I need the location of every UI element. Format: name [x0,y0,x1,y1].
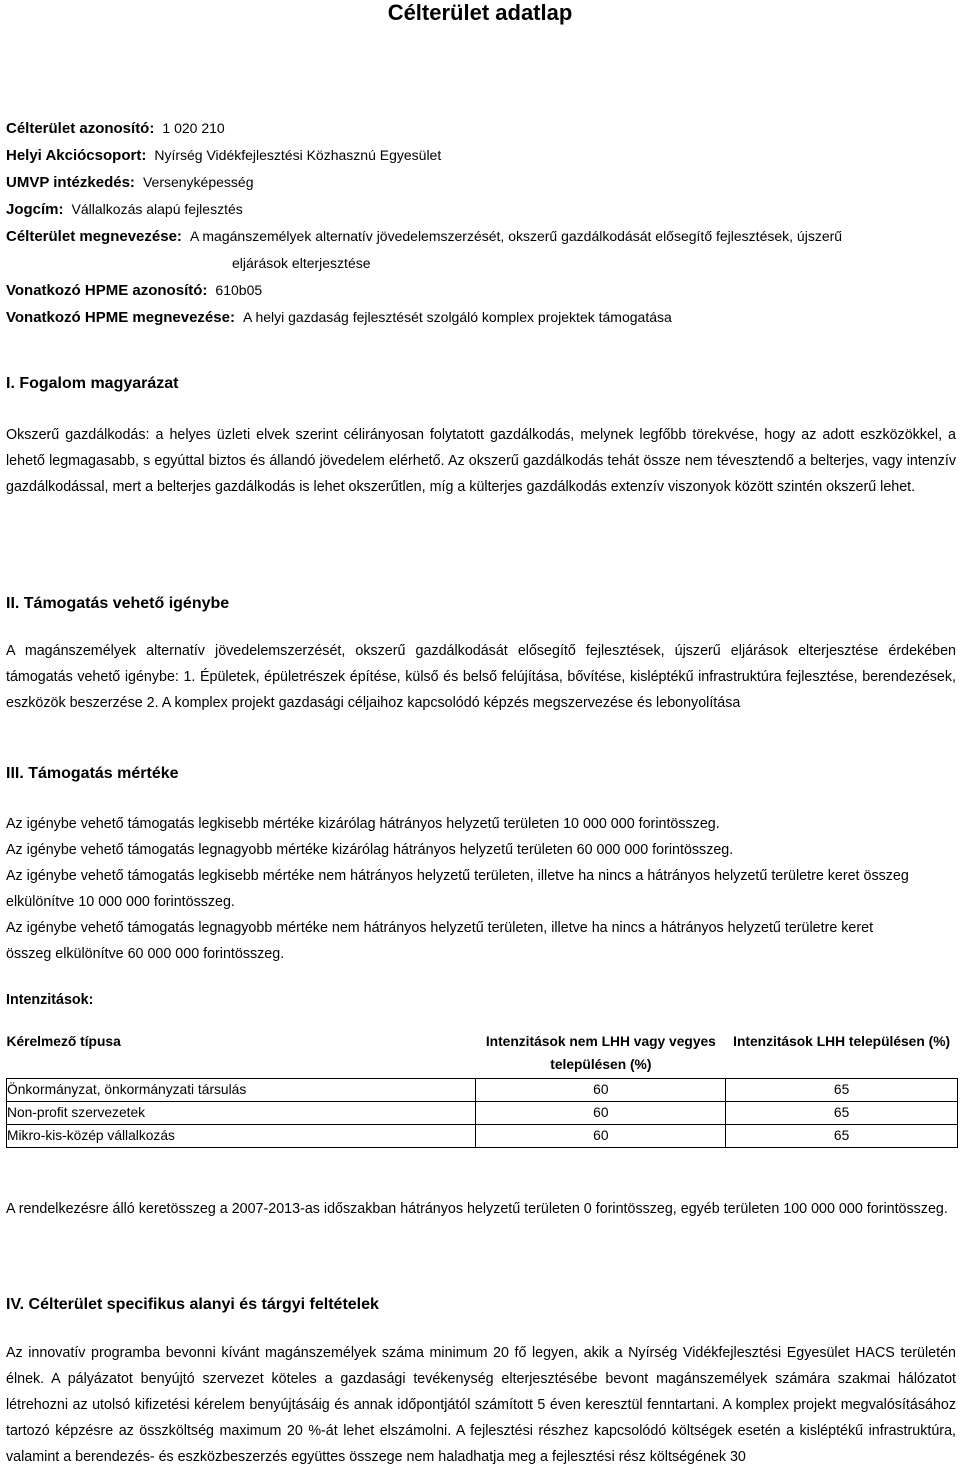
table-row [7,1102,958,1125]
table-cell: 60 [476,1079,726,1102]
table-header: Intenzitások LHH településen (%) [733,1034,951,1049]
meta-row-hpme-megn [6,304,956,331]
hpme-az-value: 610b05 [215,282,263,298]
megnevezes-value-line2: eljárások elterjesztése [232,255,371,271]
intensity-table [6,1030,958,1148]
table-header: Intenzitások nem LHH vagy vegyes településen (%) [485,1034,716,1072]
meta-row-megnevezes [6,223,956,250]
table-cell: 65 [726,1125,958,1148]
section-mertek [6,761,956,1013]
hpme-megn-label: Vonatkozó HPME megnevezése: [6,309,235,326]
section-heading: IV. Célterület specifikus alanyi és tárgyi feltételek [6,1296,379,1313]
section-tamogatas [6,591,956,716]
hacs-value: Nyírség Vidékfejlesztési Közhasznú Egyesület [154,147,442,163]
hpme-az-label: Vonatkozó HPME azonosító: [6,282,208,299]
section-feltetelek [6,1292,956,1470]
meta-row-jogcim [6,196,956,223]
megnevezes-label: Célterület megnevezése: [6,228,182,245]
section-heading: II. Támogatás vehető igénybe [6,595,230,612]
metadata-block [6,115,956,331]
umvp-label: UMVP intézkedés: [6,174,135,191]
azonosito-value: 1 020 210 [162,120,225,136]
section-text: A magánszemélyek alternatív jövedelemszerzését, okszerű gazdálkodását elősegítő fejlesztések, újszerű eljárások elterjesztése érdekében támogatás vehető igénybe: 1. Épületek, épületrészek építése, külső és belső felújítása, bővítése, kisléptékű infrastruktúra fejlesztése, berendezések, eszközök beszerzése 2. A komplex projekt gazdasági céljaihoz kapcsolódó képzés megszervezése és lebonyolítása [6,643,956,711]
mertek-line: Az igénybe vehető támogatás legnagyobb mértéke kizárólag hátrányos helyzetű területen 60 000 000 forintösszeg. [6,842,734,858]
meta-row-umvp [6,169,956,196]
table-cell: Mikro-kis-közép vállalkozás [7,1125,476,1148]
section-text: Az innovatív programba bevonni kívánt magánszemélyek száma minimum 20 fő legyen, akik a Nyírség Vidékfejlesztési Egyesület HACS területén élnek. A pályázatot benyújtó szervezet köteles a gazdasági tevékenység elterjesztésébe bevont magánszemélyek számára szakmai hálózatot létrehozni az utolsó kifizetési kérelem benyújtásáig és annak időpontjától számított 5 éven keresztül fenntartani. A komplex projekt megvalósításához tartozó képzésre az összköltség maximum 20 %-át lehet elszámolni. A fejlesztési részhez kapcsolódó költségek esetén a kisléptékű infrastruktúra, valamint a berendezés- és eszközbeszerzés együttes összege nem haladhatja meg a fejlesztési rész költségének 30 [6,1345,956,1465]
mertek-line: Az igénybe vehető támogatás legnagyobb mértéke nem hátrányos helyzetű területen, illetve ha nincs a hátrányos helyzetű területre keret [6,920,874,936]
mertek-line: elkülönítve 10 000 000 forintösszeg. [6,894,235,910]
section-fogalom [6,371,956,500]
table-cell: 65 [726,1079,958,1102]
section-keret [6,1196,956,1222]
table-header: Kérelmező típusa [6,1034,121,1049]
mertek-line: Az igénybe vehető támogatás legkisebb mértéke kizárólag hátrányos helyzetű területen 10 000 000 forintösszeg. [6,816,720,832]
meta-row-azonosito [6,115,956,142]
intensity-title: Intenzitások: [6,992,94,1008]
table-cell: Önkormányzat, önkormányzati társulás [7,1079,476,1102]
table-cell: Non-profit szervezetek [7,1102,476,1125]
table-cell: 60 [476,1125,726,1148]
meta-row-hacs [6,142,956,169]
table-row [7,1125,958,1148]
mertek-line: összeg elkülönítve 60 000 000 forintösszeg. [6,946,285,962]
table-cell: 65 [726,1102,958,1125]
jogcim-label: Jogcím: [6,201,64,218]
table-cell: 60 [476,1102,726,1125]
keret-text: A rendelkezésre álló keretösszeg a 2007-2013-as időszakban hátrányos helyzetű területen 0 forintösszeg, egyéb területen 100 000 000 forintösszeg. [6,1201,948,1217]
section-heading: I. Fogalom magyarázat [6,375,179,392]
megnevezes-value: A magánszemélyek alternatív jövedelemszerzését, okszerű gazdálkodását elősegítő fejlesztések, újszerű [189,228,843,244]
page-title: Célterület adatlap [387,0,573,25]
megnevezes-value-cont [6,250,956,277]
section-text: Okszerű gazdálkodás: a helyes üzleti elvek szerint célirányosan folytatott gazdálkodás, melynek legfőbb törekvése, hogy az adott eszközökkel, a lehető legmagasabb, s egyúttal biztos és állandó jövedelem elérhető. Az okszerű gazdálkodás tehát össze nem tévesztendő a belterjes, vagy intenzív gazdálkodással, mert a belterjes gazdálkodás is lehet okszerűtlen, míg a külterjes gazdálkodás extenzív viszonyok között szintén okszerű lehet. [6,427,956,495]
jogcim-value: Vállalkozás alapú fejlesztés [71,201,243,217]
meta-row-hpme-az [6,277,956,304]
hpme-megn-value: A helyi gazdaság fejlesztését szolgáló komplex projektek támogatása [242,309,672,325]
umvp-value: Versenyképesség [142,174,254,190]
section-heading: III. Támogatás mértéke [6,765,179,782]
table-row [7,1079,958,1102]
azonosito-label: Célterület azonosító: [6,120,155,137]
mertek-line: Az igénybe vehető támogatás legkisebb mértéke nem hátrányos helyzetű területen, illetve ha nincs a hátrányos helyzetű területre keret összeg [6,868,909,884]
table-header-row [7,1030,958,1079]
hacs-label: Helyi Akciócsoport: [6,147,147,164]
